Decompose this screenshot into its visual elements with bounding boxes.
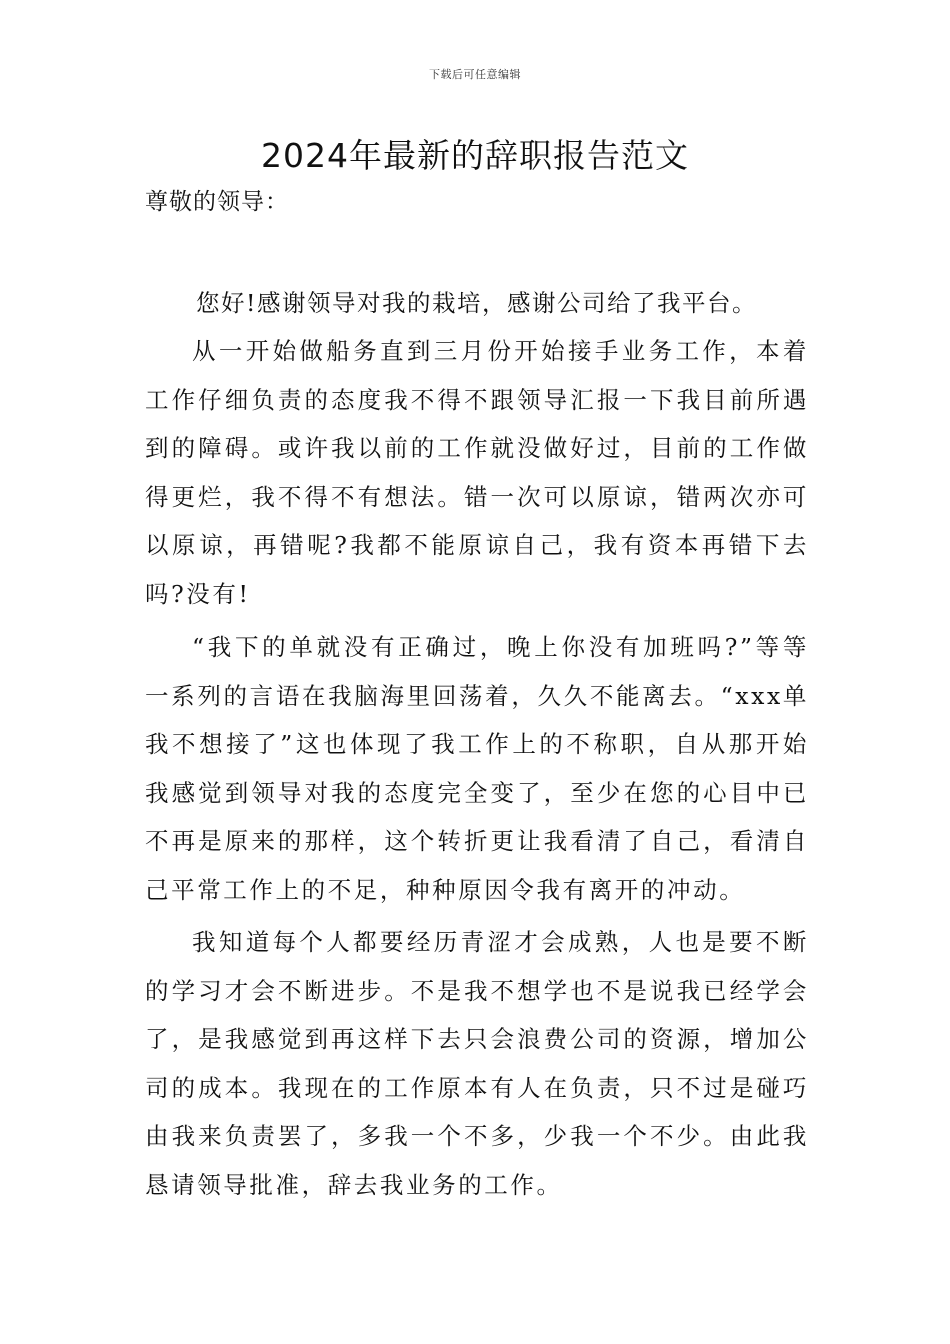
body-paragraph-3 [145, 918, 809, 1209]
paragraph-text: 我知道每个人都要经历青涩才会成熟，人也是要不断的学习才会不断进步。不是我不想学也不是说我已经学会了，是我感觉到再这样下去只会浪费公司的资源，增加公司的成本。我现在的工作原本有人在负责，只不过是碰巧由我来负责罢了，多我一个不多，少我一个不少。由此我恳请领导批准，辞去我业务的工作。 [145, 928, 809, 1199]
salutation: 尊敬的领导： [145, 189, 289, 215]
document-title: 2024年最新的辞职报告范文 [261, 136, 689, 175]
body-paragraph-1 [145, 327, 809, 618]
header-note: 下载后可任意编辑 [429, 68, 521, 81]
paragraph-text: 从一开始做船务直到三月份开始接手业务工作，本着工作仔细负责的态度我不得不跟领导汇报一下我目前所遇到的障碍。或许我以前的工作就没做好过，目前的工作做得更烂，我不得不有想法。错一次可以原谅，错两次亦可以原谅，再错呢?我都不能原谅自己，我有资本再错下去吗?没有! [145, 337, 809, 608]
paragraph-text: “我下的单就没有正确过，晚上你没有加班吗?”等等一系列的言语在我脑海里回荡着，久久不能离去。“xxx单我不想接了”这也体现了我工作上的不称职，自从那开始我感觉到领导对我的态度完全变了，至少在您的心目中已不再是原来的那样，这个转折更让我看清了自己，看清自己平常工作上的不足，种种原因令我有离开的冲动。 [145, 633, 809, 904]
greeting-line: 您好!感谢领导对我的栽培，感谢公司给了我平台。 [196, 289, 757, 317]
body-paragraph-2 [145, 623, 809, 914]
